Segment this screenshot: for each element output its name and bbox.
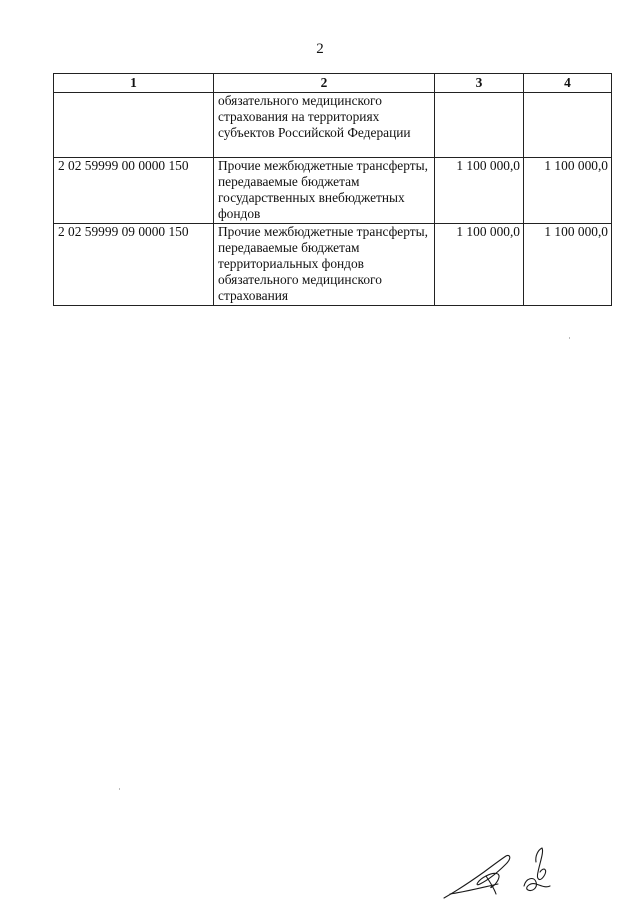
- column-header-2: 2: [214, 74, 435, 93]
- column-header-4: 4: [524, 74, 612, 93]
- scan-speck: [569, 337, 570, 339]
- name-cell: Прочие межбюджетные трансферты, передаваемые бюджетам государственных внебюджетных фондов: [214, 158, 435, 224]
- handwritten-signature: [440, 842, 570, 902]
- amount-cell-col3: 1 100 000,0: [435, 224, 524, 306]
- table-header: [54, 74, 612, 93]
- code-cell: 2 02 59999 00 0000 150: [54, 158, 214, 224]
- amount-cell-col3: [435, 93, 524, 158]
- table-row: [54, 93, 612, 158]
- page-number: 2: [316, 41, 324, 57]
- scan-speck: [119, 788, 120, 790]
- table-row: [54, 158, 612, 224]
- column-header-3: 3: [435, 74, 524, 93]
- table-body: [54, 93, 612, 306]
- amount-cell-col4: [524, 93, 612, 158]
- amount-cell-col3: 1 100 000,0: [435, 158, 524, 224]
- amount-cell-col4: 1 100 000,0: [524, 158, 612, 224]
- name-cell: обязательного медицинского страхования на территориях субъектов Российской Федерации: [214, 93, 435, 158]
- budget-table: [53, 73, 612, 306]
- table-row: [54, 224, 612, 306]
- code-cell: [54, 93, 214, 158]
- column-header-1: 1: [54, 74, 214, 93]
- code-cell: 2 02 59999 09 0000 150: [54, 224, 214, 306]
- header-row: [54, 74, 612, 93]
- name-cell: Прочие межбюджетные трансферты, передаваемые бюджетам территориальных фондов обязательного медицинского страхования: [214, 224, 435, 306]
- amount-cell-col4: 1 100 000,0: [524, 224, 612, 306]
